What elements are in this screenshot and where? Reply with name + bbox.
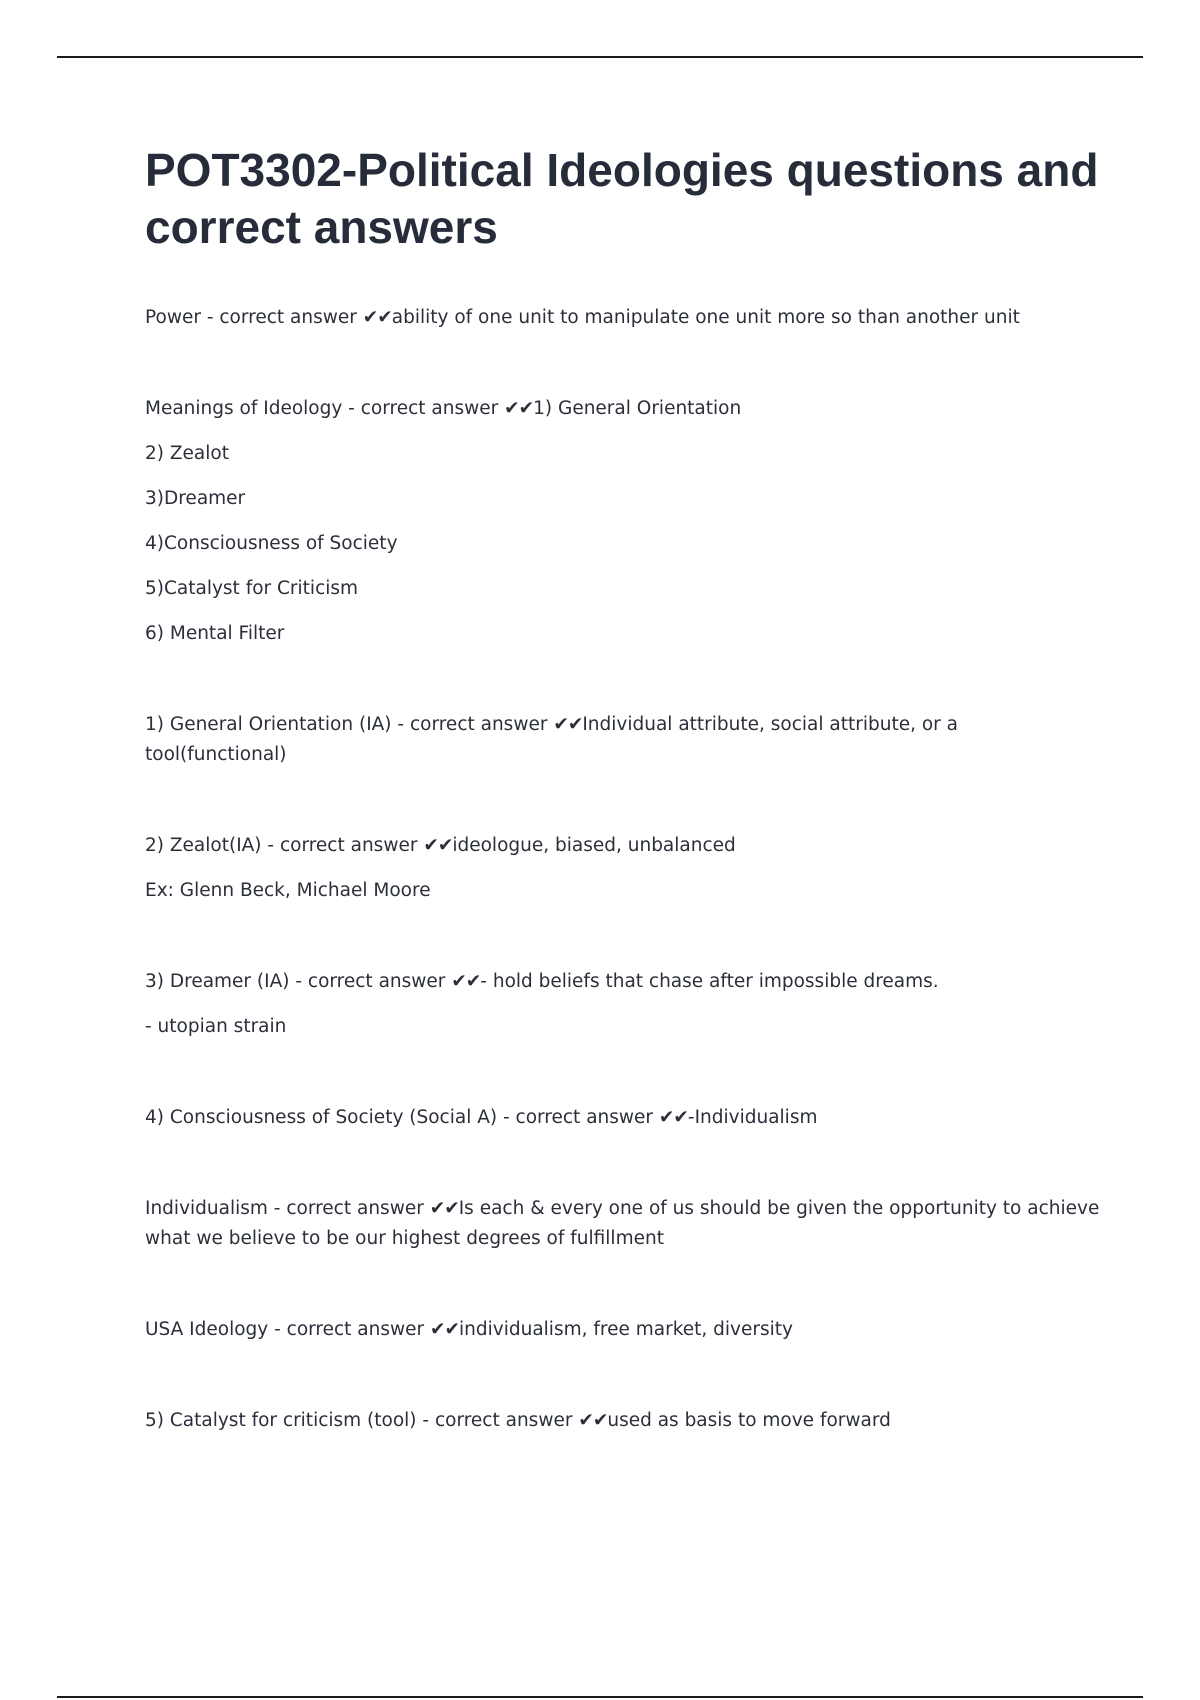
double-check-icon: ✔✔ [451,971,481,992]
qa-answer-line: Ex: Glenn Beck, Michael Moore [145,880,431,901]
double-check-icon: ✔✔ [362,307,392,328]
qa-term: 5) Catalyst for criticism (tool) - correct answer [145,1410,579,1431]
qa-term: Meanings of Ideology - correct answer [145,398,505,419]
qa-entry [145,831,1105,906]
qa-answer-line: 2) Zealot [145,443,229,464]
qa-entry [145,1315,1105,1345]
qa-answer: used as basis to move forward [607,1410,891,1431]
qa-entry [145,303,1105,333]
qa-first-line [145,1406,1105,1436]
qa-term: Individualism - correct answer [145,1198,430,1219]
qa-term: USA Ideology - correct answer [145,1319,431,1340]
double-check-icon: ✔✔ [553,714,583,735]
qa-first-line [145,831,1105,861]
qa-list [145,303,1105,1436]
qa-term: Power - correct answer [145,307,363,328]
qa-answer: individualism, free market, diversity [459,1319,793,1340]
qa-entry [145,1194,1105,1254]
qa-entry [145,394,1105,649]
qa-term: 2) Zealot(IA) - correct answer [145,835,424,856]
qa-first-line [145,1103,1105,1133]
qa-entry [145,967,1105,1042]
double-check-icon: ✔✔ [423,835,453,856]
double-check-icon: ✔✔ [430,1319,460,1340]
qa-answer-line: 6) Mental Filter [145,623,285,644]
qa-answer: ideologue, biased, unbalanced [452,835,736,856]
qa-term: 4) Consciousness of Society (Social A) - correct answer [145,1107,659,1128]
qa-answer: Individual attribute, social attribute, or a tool(functional) [145,714,958,765]
qa-first-line [145,967,1105,997]
qa-term: 1) General Orientation (IA) - correct answer [145,714,554,735]
document-title: POT3302-Political Ideologies questions and correct answers [145,144,1099,253]
qa-answer: - hold beliefs that chase after impossible dreams. [480,971,939,992]
qa-answer: ability of one unit to manipulate one unit more so than another unit [391,307,1020,328]
header-rule [57,56,1143,58]
footer-rule [57,1696,1143,1698]
qa-answer: Is each & every one of us should be given the opportunity to achieve what we believe to be our highest degrees of fulfillment [145,1198,1100,1249]
double-check-icon: ✔✔ [429,1198,459,1219]
qa-answer: -Individualism [687,1107,818,1128]
qa-answer-line: - utopian strain [145,1016,287,1037]
qa-first-line [145,394,1105,424]
qa-first-line [145,1315,1105,1345]
double-check-icon: ✔✔ [504,398,534,419]
qa-entry [145,710,1105,770]
document-body [145,142,1105,1497]
qa-answer-line: 5)Catalyst for Criticism [145,578,359,599]
qa-entry [145,1406,1105,1436]
double-check-icon: ✔✔ [578,1410,608,1431]
qa-answer-line: 3)Dreamer [145,488,246,509]
qa-first-line [145,710,1105,770]
qa-first-line [145,303,1105,333]
qa-first-line [145,1194,1105,1254]
qa-answer-line: 4)Consciousness of Society [145,533,398,554]
qa-entry [145,1103,1105,1133]
qa-term: 3) Dreamer (IA) - correct answer [145,971,452,992]
qa-answer: 1) General Orientation [533,398,742,419]
double-check-icon: ✔✔ [658,1107,688,1128]
